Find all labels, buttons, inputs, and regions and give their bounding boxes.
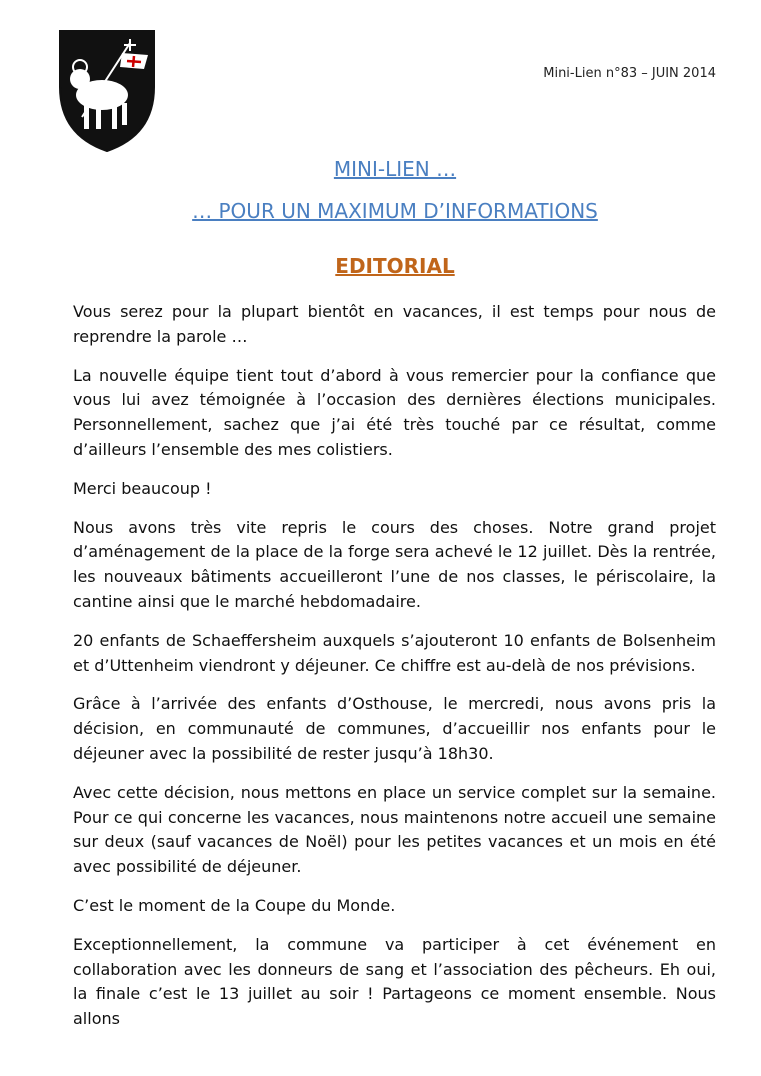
paragraph: La nouvelle équipe tient tout d’abord à vous remercier pour la confiance que vous lui avez témoignée à l’occasion des dernières élections municipales. Personnellement, sachez que j’ai été très touché par ce résultat, comme d’ailleurs l’ensemble des mes colistiers.: [73, 365, 716, 459]
issue-label: Mini-Lien n°83 – JUIN 2014: [543, 66, 716, 81]
paragraph: C’est le moment de la Coupe du Monde.: [73, 895, 396, 915]
paragraph: 20 enfants de Schaeffersheim auxquels s’ajouteront 10 enfants de Bolsenheim et d’Uttenheim viendront y déjeuner. Ce chiffre est au-delà de nos prévisions.: [73, 630, 716, 675]
editorial-body: [73, 300, 716, 1046]
coat-of-arms-lamb-icon: [52, 25, 162, 155]
headline-mini-lien: MINI-LIEN …: [333, 157, 457, 181]
paragraph: Vous serez pour la plupart bientôt en vacances, il est temps pour nous de reprendre la parole …: [73, 302, 716, 346]
paragraph: Merci beaucoup !: [73, 478, 212, 498]
paragraph: Grâce à l’arrivée des enfants d’Osthouse, le mercredi, nous avons pris la décision, en communauté de communes, d’accueillir nos enfants pour le déjeuner avec la possibilité de rester jusqu’à 18h30.: [73, 694, 716, 763]
section-title-editorial: EDITORIAL: [335, 254, 455, 278]
headline-informations: … POUR UN MAXIMUM D’INFORMATIONS: [192, 199, 598, 223]
paragraph: Nous avons très vite repris le cours des choses. Notre grand projet d’aménagement de la place de la forge sera achevé le 12 juillet. Dès la rentrée, les nouveaux bâtiments accueilleront l’une de nos classes, le périscolaire, la cantine ainsi que le marché hebdomadaire.: [73, 517, 716, 611]
paragraph: Exceptionnellement, la commune va participer à cet événement en collaboration avec les donneurs de sang et l’association des pêcheurs. Eh oui, la finale c’est le 13 juillet au soir ! Partageons ce moment ensemble. Nous allons: [73, 934, 716, 1029]
paragraph: Avec cette décision, nous mettons en place un service complet sur la semaine. Pour ce qui concerne les vacances, nous maintenons notre accueil une semaine sur deux (sauf vacances de Noël) pour les petites vacances et un mois en été avec possibilité de déjeuner.: [73, 782, 716, 877]
